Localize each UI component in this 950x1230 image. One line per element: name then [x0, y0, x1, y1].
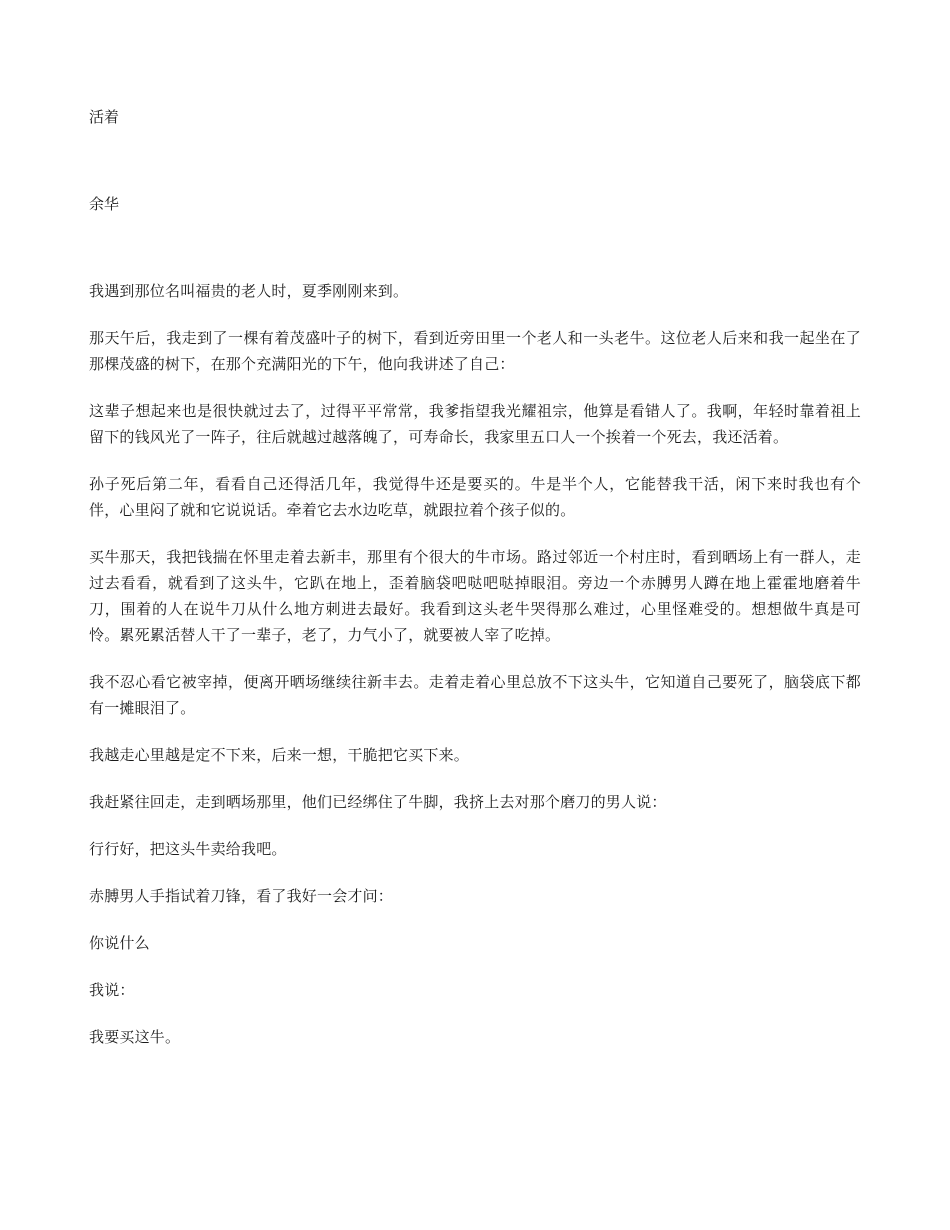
- document-title: 活着: [89, 108, 120, 126]
- paragraph: 你说什么: [89, 934, 150, 952]
- document-body: [89, 278, 861, 1071]
- paragraph: 行行好，把这头牛卖给我吧。: [89, 840, 287, 858]
- paragraph: 我不忍心看它被宰掉，便离开晒场继续往新丰去。走着走着心里总放不下这头牛，它知道自己要死了，脑袋底下都有一摊眼泪了。: [89, 673, 861, 717]
- paragraph: 我要买这牛。: [89, 1028, 181, 1046]
- paragraph: 我遇到那位名叫福贵的老人时，夏季刚刚来到。: [89, 282, 409, 300]
- paragraph: 我越走心里越是定不下来，后来一想，干脆把它买下来。: [89, 746, 470, 764]
- paragraph: 我说：: [89, 981, 135, 999]
- document-author: 余华: [89, 195, 120, 213]
- paragraph: 那天午后，我走到了一棵有着茂盛叶子的树下，看到近旁田里一个老人和一头老牛。这位老人后来和我一起坐在了那棵茂盛的树下，在那个充满阳光的下午，他向我讲述了自己：: [89, 329, 861, 373]
- paragraph: 孙子死后第二年，看看自己还得活几年，我觉得牛还是要买的。牛是半个人，它能替我干活，闲下来时我也有个伴，心里闷了就和它说说话。牵着它去水边吃草，就跟拉着个孩子似的。: [89, 475, 861, 519]
- paragraph: 买牛那天，我把钱揣在怀里走着去新丰，那里有个很大的牛市场。路过邻近一个村庄时，看到晒场上有一群人，走过去看看，就看到了这头牛，它趴在地上，歪着脑袋吧哒吧哒掉眼泪。旁边一个赤膊男人蹲在地上霍霍地磨着牛刀，围着的人在说牛刀从什么地方刺进去最好。我看到这头老牛哭得那么难过，心里怪难受的。想想做牛真是可怜。累死累活替人干了一辈子，老了，力气小了，就要被人宰了吃掉。: [89, 548, 861, 644]
- paragraph: 这辈子想起来也是很快就过去了，过得平平常常，我爹指望我光耀祖宗，他算是看错人了。我啊，年轻时靠着祖上留下的钱风光了一阵子，往后就越过越落魄了，可寿命长，我家里五口人一个挨着一个死去，我还活着。: [89, 402, 861, 446]
- paragraph: 赤膊男人手指试着刀锋，看了我好一会才问：: [89, 887, 394, 905]
- paragraph: 我赶紧往回走，走到晒场那里，他们已经绑住了牛脚，我挤上去对那个磨刀的男人说：: [89, 793, 667, 811]
